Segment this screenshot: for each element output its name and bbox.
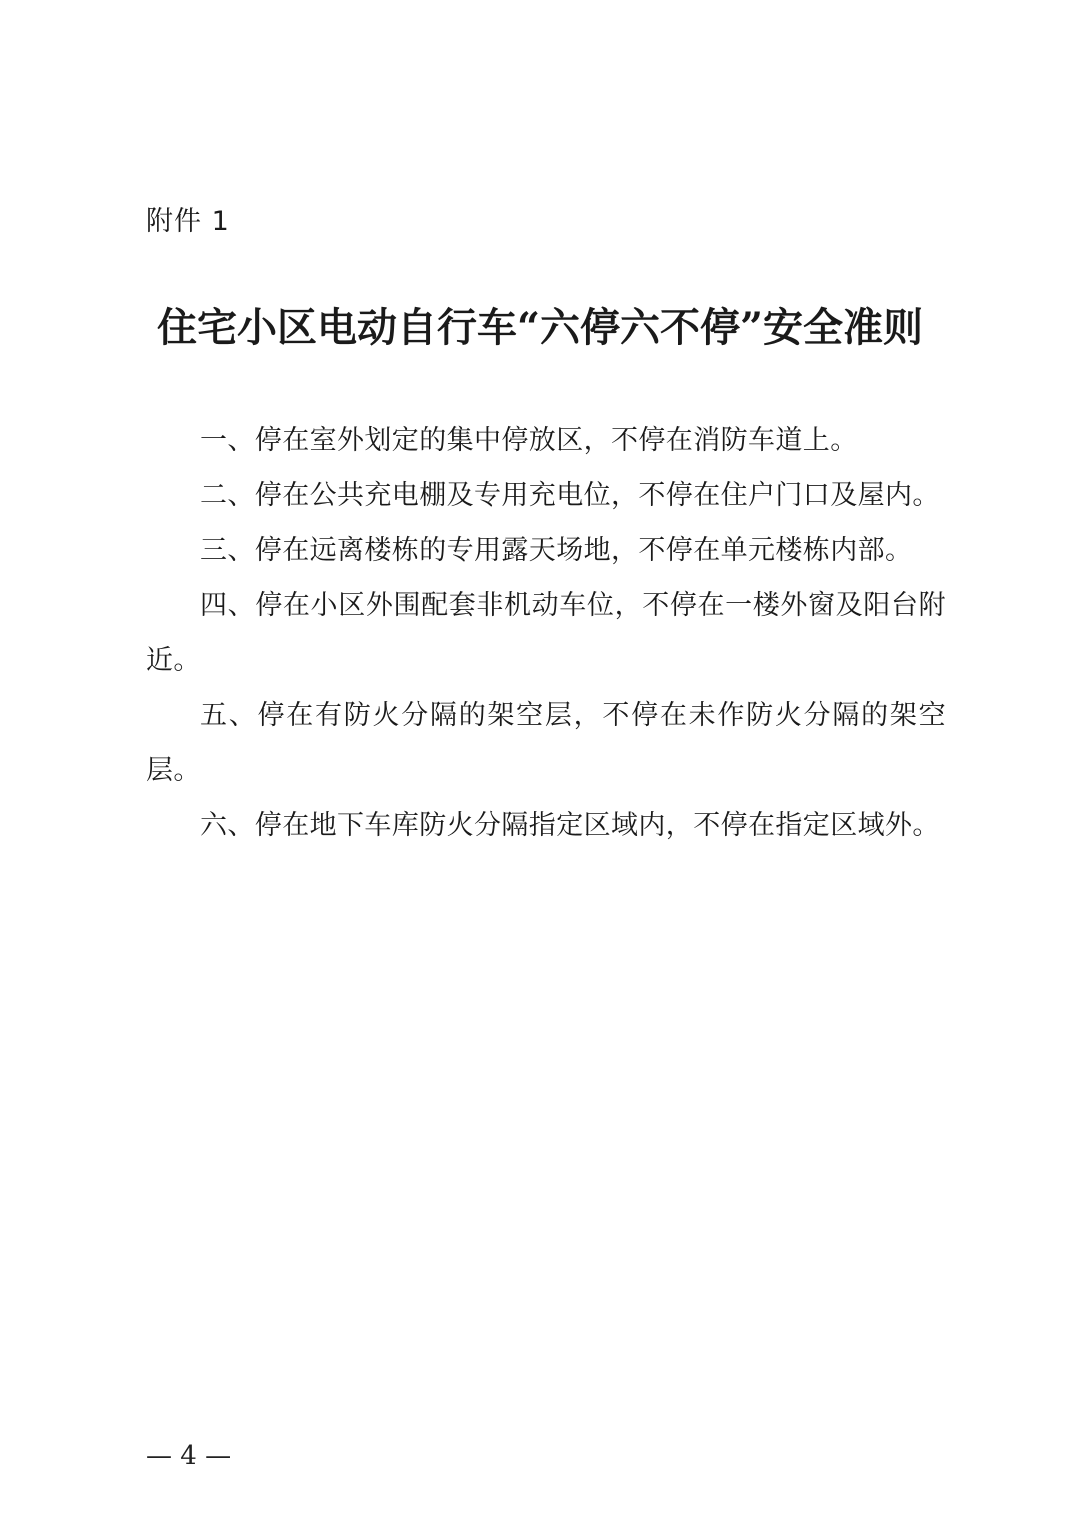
rule-item-5: 五、停在有防火分隔的架空层，不停在未作防火分隔的架空层。 (146, 700, 946, 786)
page-title: 住宅小区电动自行车“六停六不停”安全准则 (156, 304, 923, 351)
rule-item-6: 六、停在地下车库防火分隔指定区域内，不停在指定区域外。 (200, 810, 940, 841)
rule-item-3: 三、停在远离楼栋的专用露天场地，不停在单元楼栋内部。 (200, 535, 913, 566)
attachment-label: 附件 1 (146, 206, 230, 237)
rule-item-2: 二、停在公共充电棚及专用充电位，不停在住户门口及屋内。 (200, 480, 940, 511)
rule-item-4: 四、停在小区外围配套非机动车位，不停在一楼外窗及阳台附近。 (146, 590, 946, 676)
rule-item-1: 一、停在室外划定的集中停放区，不停在消防车道上。 (200, 425, 858, 456)
page-number: — 4 — (146, 1441, 232, 1471)
rules-list (146, 413, 946, 853)
